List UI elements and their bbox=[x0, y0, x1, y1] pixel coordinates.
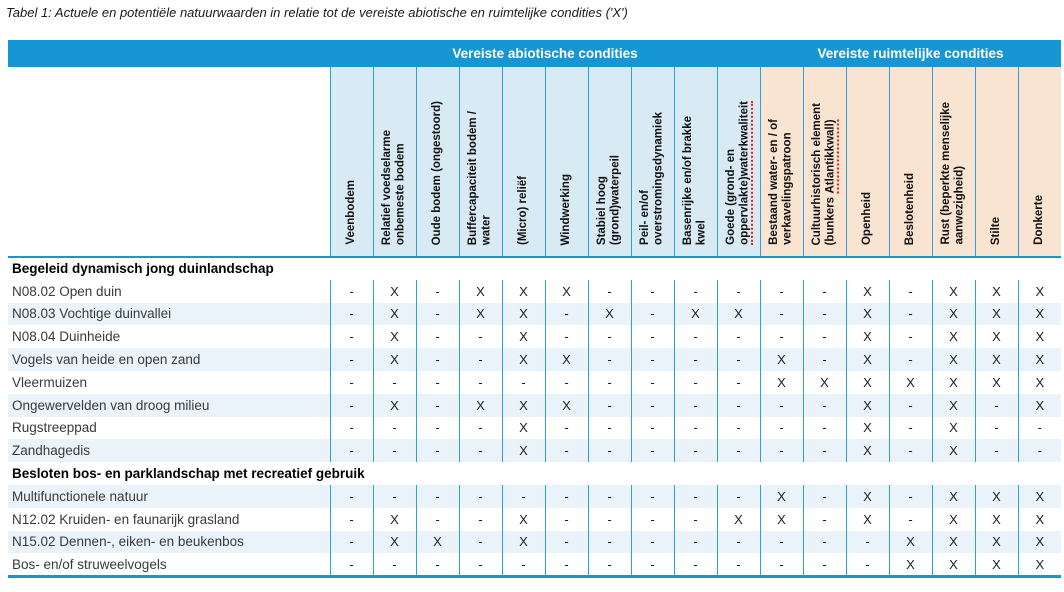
condition-mark-cell: - bbox=[803, 394, 846, 417]
condition-mark-cell: - bbox=[760, 303, 803, 326]
condition-mark-cell: - bbox=[889, 417, 932, 440]
condition-mark-cell: - bbox=[588, 485, 631, 508]
condition-mark-cell: X bbox=[889, 531, 932, 554]
condition-mark-cell: - bbox=[330, 348, 373, 371]
condition-mark-cell: - bbox=[803, 439, 846, 462]
condition-mark-cell: - bbox=[588, 348, 631, 371]
column-header-spacer bbox=[8, 67, 330, 257]
condition-mark-cell: - bbox=[330, 394, 373, 417]
column-header-label: Bestaand water- en / of verkavelingspatroon bbox=[768, 119, 794, 245]
column-header bbox=[846, 67, 889, 257]
condition-mark-cell: - bbox=[717, 439, 760, 462]
condition-mark-cell: X bbox=[846, 303, 889, 326]
condition-mark-cell: - bbox=[545, 417, 588, 440]
condition-mark-cell: - bbox=[889, 439, 932, 462]
condition-mark-cell: - bbox=[545, 553, 588, 576]
condition-mark-cell: X bbox=[932, 303, 975, 326]
condition-mark-cell: - bbox=[717, 485, 760, 508]
condition-mark-cell: X bbox=[975, 280, 1018, 303]
condition-mark-cell: X bbox=[975, 508, 1018, 531]
condition-mark-cell: X bbox=[502, 394, 545, 417]
condition-mark-cell: - bbox=[588, 280, 631, 303]
condition-mark-cell: - bbox=[330, 531, 373, 554]
condition-mark-cell: - bbox=[330, 553, 373, 576]
condition-mark-cell: - bbox=[588, 553, 631, 576]
condition-mark-cell: X bbox=[975, 325, 1018, 348]
condition-mark-cell: X bbox=[373, 508, 416, 531]
condition-mark-cell: - bbox=[889, 394, 932, 417]
condition-mark-cell: - bbox=[674, 531, 717, 554]
condition-mark-cell: - bbox=[803, 531, 846, 554]
condition-mark-cell: X bbox=[760, 485, 803, 508]
condition-mark-cell: X bbox=[1018, 394, 1061, 417]
column-header bbox=[760, 67, 803, 257]
condition-mark-cell: X bbox=[1018, 553, 1061, 576]
condition-mark-cell: X bbox=[846, 417, 889, 440]
column-header bbox=[631, 67, 674, 257]
row-label: N15.02 Dennen-, eiken- en beukenbos bbox=[8, 531, 330, 554]
condition-mark-cell: X bbox=[373, 280, 416, 303]
column-header-label: Relatief voedselarme onbemeste bodem bbox=[381, 129, 407, 245]
condition-mark-cell: X bbox=[1018, 303, 1061, 326]
condition-mark-cell: X bbox=[846, 508, 889, 531]
condition-mark-cell: - bbox=[373, 371, 416, 394]
condition-mark-cell: X bbox=[459, 394, 502, 417]
condition-mark-cell: - bbox=[330, 371, 373, 394]
condition-mark-cell: X bbox=[545, 348, 588, 371]
condition-mark-cell: X bbox=[846, 280, 889, 303]
condition-mark-cell: - bbox=[330, 508, 373, 531]
column-header-label: Oude bodem (ongestoord) bbox=[430, 100, 443, 245]
condition-mark-cell: - bbox=[889, 508, 932, 531]
condition-mark-cell: - bbox=[803, 303, 846, 326]
condition-mark-cell: X bbox=[416, 531, 459, 554]
condition-mark-cell: - bbox=[846, 553, 889, 576]
condition-mark-cell: X bbox=[502, 417, 545, 440]
condition-mark-cell: - bbox=[545, 371, 588, 394]
condition-mark-cell: - bbox=[674, 371, 717, 394]
condition-mark-cell: X bbox=[803, 371, 846, 394]
condition-mark-cell: - bbox=[674, 325, 717, 348]
condition-mark-cell: - bbox=[717, 531, 760, 554]
column-header-label: Basenrijke en/of brakke kwel bbox=[682, 115, 708, 245]
condition-mark-cell: - bbox=[459, 531, 502, 554]
condition-mark-cell: - bbox=[330, 303, 373, 326]
table-caption: Tabel 1: Actuele en potentiële natuurwaarden in relatie tot de vereiste abiotische en ruimtelijke condities ('X') bbox=[6, 5, 628, 20]
table-row bbox=[8, 439, 1061, 462]
condition-mark-cell: - bbox=[631, 325, 674, 348]
condition-mark-cell: - bbox=[545, 325, 588, 348]
condition-mark-cell: - bbox=[674, 485, 717, 508]
spellcheck-underline: oppervlakte)waterkwaliteit bbox=[739, 101, 754, 245]
row-label: N08.03 Vochtige duinvallei bbox=[8, 303, 330, 326]
header-band-spacer bbox=[8, 40, 330, 67]
condition-mark-cell: X bbox=[932, 394, 975, 417]
condition-mark-cell: - bbox=[889, 303, 932, 326]
condition-mark-cell: X bbox=[1018, 485, 1061, 508]
condition-mark-cell: X bbox=[975, 348, 1018, 371]
condition-mark-cell: - bbox=[889, 280, 932, 303]
condition-mark-cell: X bbox=[760, 508, 803, 531]
condition-mark-cell: - bbox=[717, 417, 760, 440]
condition-mark-cell: - bbox=[717, 280, 760, 303]
table-row bbox=[8, 485, 1061, 508]
condition-mark-cell: - bbox=[416, 371, 459, 394]
spellcheck-underline: Atlantikkwall) bbox=[825, 119, 840, 193]
condition-mark-cell: - bbox=[631, 394, 674, 417]
condition-mark-cell: - bbox=[846, 531, 889, 554]
condition-mark-cell: - bbox=[459, 485, 502, 508]
column-header bbox=[545, 67, 588, 257]
condition-mark-cell: - bbox=[459, 348, 502, 371]
column-header bbox=[502, 67, 545, 257]
condition-mark-cell: - bbox=[674, 508, 717, 531]
condition-mark-cell: - bbox=[459, 417, 502, 440]
condition-mark-cell: - bbox=[717, 371, 760, 394]
condition-mark-cell: - bbox=[631, 280, 674, 303]
condition-mark-cell: - bbox=[975, 439, 1018, 462]
column-header-label: Stilte bbox=[989, 216, 1002, 245]
condition-mark-cell: X bbox=[588, 303, 631, 326]
condition-mark-cell: - bbox=[416, 394, 459, 417]
row-label: N08.02 Open duin bbox=[8, 280, 330, 303]
condition-mark-cell: X bbox=[846, 325, 889, 348]
row-label: Zandhagedis bbox=[8, 439, 330, 462]
table-row bbox=[8, 531, 1061, 554]
column-header-label: Windwerking bbox=[559, 173, 572, 245]
row-label: Vleermuizen bbox=[8, 371, 330, 394]
column-header-label: Goede (grond- en oppervlakte)waterkwaliteit bbox=[725, 101, 752, 245]
condition-mark-cell: X bbox=[846, 439, 889, 462]
condition-mark-cell: - bbox=[502, 371, 545, 394]
condition-mark-cell: X bbox=[1018, 531, 1061, 554]
column-header-label: Rust (beperkte menselijke aanwezigheid) bbox=[940, 102, 966, 245]
condition-mark-cell: - bbox=[545, 439, 588, 462]
condition-mark-cell: X bbox=[932, 417, 975, 440]
condition-mark-cell: X bbox=[373, 303, 416, 326]
condition-mark-cell: - bbox=[717, 325, 760, 348]
condition-mark-cell: X bbox=[975, 553, 1018, 576]
condition-mark-cell: - bbox=[760, 280, 803, 303]
condition-mark-cell: X bbox=[889, 371, 932, 394]
condition-mark-cell: - bbox=[416, 280, 459, 303]
header-band bbox=[8, 40, 1061, 67]
group-header-label: Begeleid dynamisch jong duinlandschap bbox=[8, 257, 1061, 280]
condition-mark-cell: X bbox=[545, 280, 588, 303]
condition-mark-cell: - bbox=[502, 485, 545, 508]
condition-mark-cell: - bbox=[803, 417, 846, 440]
group-header-row bbox=[8, 257, 1061, 280]
condition-mark-cell: - bbox=[459, 508, 502, 531]
condition-mark-cell: X bbox=[846, 485, 889, 508]
column-header bbox=[975, 67, 1018, 257]
condition-mark-cell: - bbox=[674, 553, 717, 576]
condition-mark-cell: X bbox=[502, 439, 545, 462]
natuurwaarden-table bbox=[8, 40, 1061, 578]
column-header bbox=[674, 67, 717, 257]
column-header-label: Beslotenheid bbox=[903, 172, 916, 245]
column-header bbox=[889, 67, 932, 257]
condition-mark-cell: - bbox=[975, 417, 1018, 440]
condition-mark-cell: X bbox=[846, 371, 889, 394]
condition-mark-cell: - bbox=[416, 553, 459, 576]
condition-mark-cell: - bbox=[373, 439, 416, 462]
condition-mark-cell: X bbox=[1018, 348, 1061, 371]
condition-mark-cell: - bbox=[674, 417, 717, 440]
condition-mark-cell: X bbox=[846, 348, 889, 371]
condition-mark-cell: - bbox=[588, 394, 631, 417]
column-header-label: Stabiel hoog (grond)waterpeil bbox=[596, 154, 622, 245]
condition-mark-cell: - bbox=[803, 348, 846, 371]
condition-mark-cell: - bbox=[416, 325, 459, 348]
condition-mark-cell: - bbox=[674, 439, 717, 462]
condition-mark-cell: - bbox=[631, 439, 674, 462]
condition-mark-cell: - bbox=[373, 485, 416, 508]
condition-mark-cell: X bbox=[502, 531, 545, 554]
condition-mark-cell: - bbox=[760, 325, 803, 348]
condition-mark-cell: - bbox=[373, 553, 416, 576]
column-header bbox=[373, 67, 416, 257]
condition-mark-cell: - bbox=[717, 394, 760, 417]
condition-mark-cell: - bbox=[631, 508, 674, 531]
condition-mark-cell: - bbox=[760, 439, 803, 462]
condition-mark-cell: - bbox=[588, 417, 631, 440]
column-header bbox=[416, 67, 459, 257]
column-header bbox=[803, 67, 846, 257]
column-header-label: (Micro) reliëf bbox=[516, 175, 529, 245]
condition-mark-cell: - bbox=[545, 485, 588, 508]
condition-mark-cell: - bbox=[889, 325, 932, 348]
condition-mark-cell: X bbox=[932, 508, 975, 531]
condition-mark-cell: - bbox=[416, 508, 459, 531]
condition-mark-cell: - bbox=[373, 417, 416, 440]
column-header bbox=[459, 67, 502, 257]
table-row bbox=[8, 394, 1061, 417]
condition-mark-cell: - bbox=[459, 325, 502, 348]
table-row bbox=[8, 348, 1061, 371]
condition-mark-cell: X bbox=[760, 371, 803, 394]
condition-mark-cell: - bbox=[416, 439, 459, 462]
condition-mark-cell: - bbox=[631, 303, 674, 326]
row-label: Vogels van heide en open zand bbox=[8, 348, 330, 371]
condition-mark-cell: X bbox=[1018, 371, 1061, 394]
condition-mark-cell: - bbox=[717, 553, 760, 576]
condition-mark-cell: X bbox=[932, 325, 975, 348]
condition-mark-cell: X bbox=[459, 303, 502, 326]
condition-mark-cell: X bbox=[889, 553, 932, 576]
table-row bbox=[8, 303, 1061, 326]
condition-mark-cell: - bbox=[889, 485, 932, 508]
condition-mark-cell: - bbox=[760, 531, 803, 554]
condition-mark-cell: - bbox=[330, 325, 373, 348]
condition-mark-cell: - bbox=[803, 325, 846, 348]
group-header-label: Besloten bos- en parklandschap met recreatief gebruik bbox=[8, 462, 1061, 485]
column-header-row bbox=[8, 67, 1061, 257]
row-label: N12.02 Kruiden- en faunarijk grasland bbox=[8, 508, 330, 531]
column-header-label: Peil- en/of overstromingsdynamiek bbox=[639, 112, 665, 245]
condition-mark-cell: X bbox=[502, 348, 545, 371]
condition-mark-cell: X bbox=[717, 508, 760, 531]
column-header-label: Cultuurhistorisch element (bunkers Atlantikkwall) bbox=[811, 103, 838, 246]
condition-mark-cell: X bbox=[975, 371, 1018, 394]
condition-mark-cell: X bbox=[932, 553, 975, 576]
condition-mark-cell: - bbox=[416, 348, 459, 371]
condition-mark-cell: - bbox=[803, 485, 846, 508]
condition-mark-cell: X bbox=[373, 531, 416, 554]
condition-mark-cell: X bbox=[975, 531, 1018, 554]
column-header-label: Donkerte bbox=[1033, 195, 1046, 245]
condition-mark-cell: - bbox=[588, 531, 631, 554]
condition-mark-cell: - bbox=[502, 553, 545, 576]
condition-mark-cell: - bbox=[588, 325, 631, 348]
condition-mark-cell: X bbox=[975, 485, 1018, 508]
condition-mark-cell: - bbox=[889, 348, 932, 371]
table-row bbox=[8, 371, 1061, 394]
condition-mark-cell: - bbox=[416, 417, 459, 440]
condition-mark-cell: - bbox=[674, 280, 717, 303]
condition-mark-cell: X bbox=[717, 303, 760, 326]
condition-mark-cell: - bbox=[631, 371, 674, 394]
condition-mark-cell: X bbox=[459, 280, 502, 303]
condition-mark-cell: - bbox=[545, 531, 588, 554]
header-group-spatial: Vereiste ruimtelijke condities bbox=[760, 40, 1061, 67]
table-row bbox=[8, 325, 1061, 348]
condition-mark-cell: X bbox=[932, 371, 975, 394]
condition-mark-cell: X bbox=[975, 303, 1018, 326]
condition-mark-cell: - bbox=[631, 531, 674, 554]
condition-mark-cell: X bbox=[1018, 325, 1061, 348]
condition-mark-cell: - bbox=[674, 394, 717, 417]
condition-mark-cell: X bbox=[502, 303, 545, 326]
condition-mark-cell: - bbox=[588, 371, 631, 394]
condition-mark-cell: X bbox=[545, 394, 588, 417]
condition-mark-cell: - bbox=[330, 485, 373, 508]
row-label: Multifunctionele natuur bbox=[8, 485, 330, 508]
column-header bbox=[330, 67, 373, 257]
condition-mark-cell: - bbox=[459, 553, 502, 576]
condition-mark-cell: - bbox=[459, 439, 502, 462]
table-row bbox=[8, 280, 1061, 303]
condition-mark-cell: - bbox=[760, 394, 803, 417]
condition-mark-cell: X bbox=[760, 348, 803, 371]
condition-mark-cell: X bbox=[674, 303, 717, 326]
condition-mark-cell: - bbox=[803, 553, 846, 576]
condition-mark-cell: - bbox=[760, 553, 803, 576]
condition-mark-cell: - bbox=[588, 508, 631, 531]
condition-mark-cell: - bbox=[631, 348, 674, 371]
condition-mark-cell: X bbox=[1018, 280, 1061, 303]
row-label: Rugstreeppad bbox=[8, 417, 330, 440]
condition-mark-cell: - bbox=[803, 508, 846, 531]
condition-mark-cell: X bbox=[373, 394, 416, 417]
column-header bbox=[588, 67, 631, 257]
condition-mark-cell: X bbox=[502, 325, 545, 348]
column-header-label: Veenbodem bbox=[344, 180, 357, 245]
condition-mark-cell: X bbox=[932, 439, 975, 462]
condition-mark-cell: - bbox=[803, 280, 846, 303]
condition-mark-cell: - bbox=[545, 508, 588, 531]
condition-mark-cell: - bbox=[416, 485, 459, 508]
condition-mark-cell: - bbox=[975, 394, 1018, 417]
condition-mark-cell: - bbox=[717, 348, 760, 371]
column-header-label: Openheid bbox=[860, 191, 873, 245]
condition-mark-cell: X bbox=[932, 348, 975, 371]
condition-mark-cell: - bbox=[1018, 439, 1061, 462]
condition-mark-cell: X bbox=[846, 394, 889, 417]
condition-mark-cell: - bbox=[674, 348, 717, 371]
condition-mark-cell: - bbox=[459, 371, 502, 394]
condition-mark-cell: - bbox=[631, 485, 674, 508]
condition-mark-cell: - bbox=[330, 417, 373, 440]
condition-mark-cell: - bbox=[416, 303, 459, 326]
condition-mark-cell: X bbox=[502, 508, 545, 531]
column-header bbox=[932, 67, 975, 257]
table-row bbox=[8, 508, 1061, 531]
condition-mark-cell: - bbox=[330, 280, 373, 303]
table-row bbox=[8, 417, 1061, 440]
condition-mark-cell: X bbox=[1018, 508, 1061, 531]
condition-mark-cell: X bbox=[932, 485, 975, 508]
condition-mark-cell: - bbox=[545, 303, 588, 326]
row-label: N08.04 Duinheide bbox=[8, 325, 330, 348]
group-header-row bbox=[8, 462, 1061, 485]
table-row bbox=[8, 553, 1061, 576]
condition-mark-cell: - bbox=[631, 553, 674, 576]
condition-mark-cell: - bbox=[588, 439, 631, 462]
column-header bbox=[1018, 67, 1061, 257]
row-label: Ongewervelden van droog milieu bbox=[8, 394, 330, 417]
condition-mark-cell: - bbox=[760, 417, 803, 440]
condition-mark-cell: - bbox=[330, 439, 373, 462]
column-header-label: Buffercapaciteit bodem / water bbox=[467, 110, 493, 245]
condition-mark-cell: - bbox=[1018, 417, 1061, 440]
condition-mark-cell: - bbox=[631, 417, 674, 440]
condition-mark-cell: X bbox=[932, 531, 975, 554]
condition-mark-cell: X bbox=[932, 280, 975, 303]
header-group-abiotic: Vereiste abiotische condities bbox=[330, 40, 760, 67]
column-header bbox=[717, 67, 760, 257]
condition-mark-cell: X bbox=[502, 280, 545, 303]
condition-mark-cell: X bbox=[373, 348, 416, 371]
row-label: Bos- en/of struweelvogels bbox=[8, 553, 330, 576]
condition-mark-cell: X bbox=[373, 325, 416, 348]
